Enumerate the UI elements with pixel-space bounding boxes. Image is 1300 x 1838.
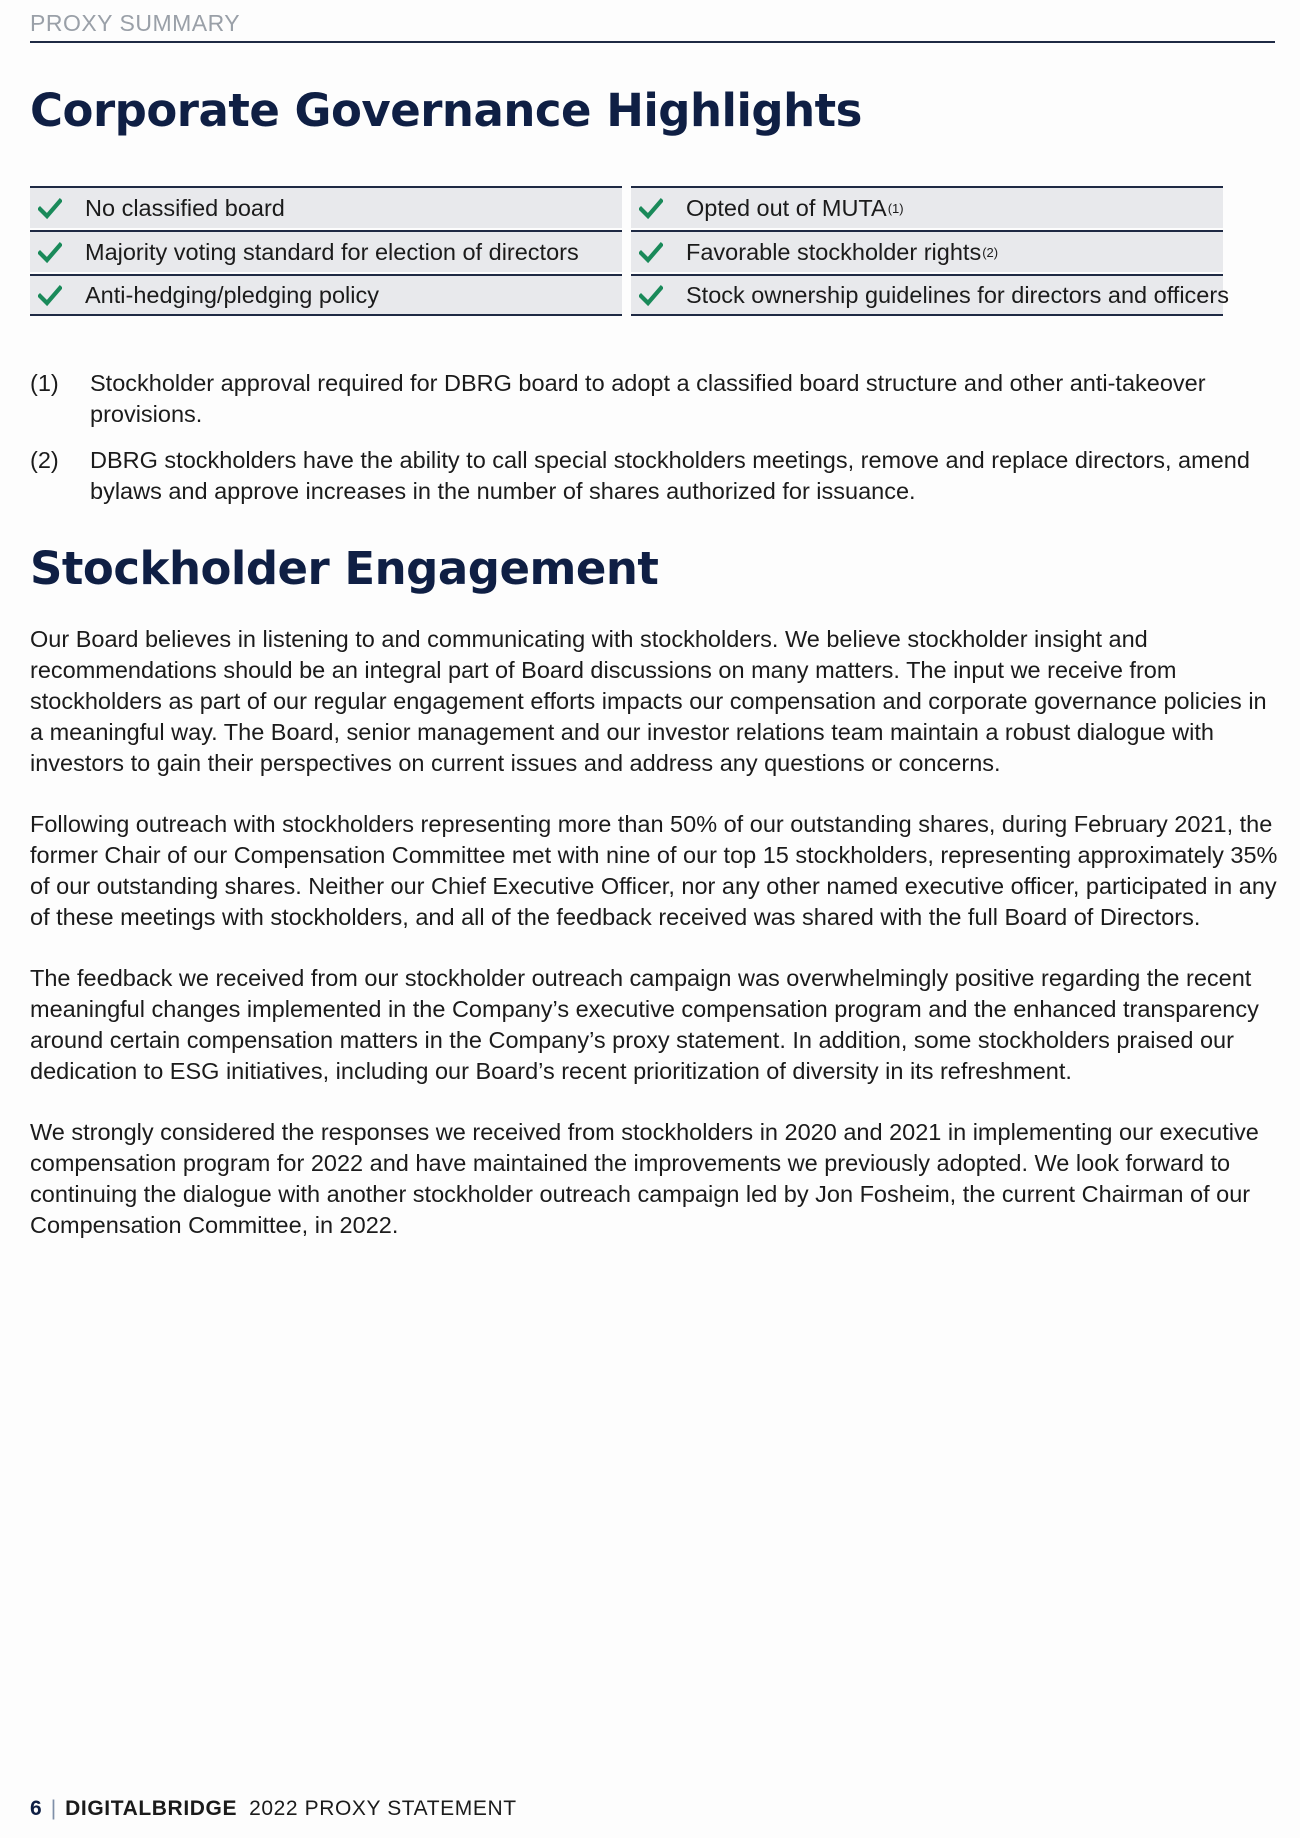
page-footer [30,1797,517,1821]
paragraph: Following outreach with stockholders representing more than 50% of our outstanding shares, during February 2021, the former Chair of our Compensation Committee met with nine of our top 15 stockholders, representing approximately 35% of our outstanding shares. Neither our Chief Executive Officer, nor any other named executive officer, participated in any of these meetings with stockholders, and all of the feedback received was shared with the full Board of Directors. [30,811,1278,930]
highlight-text: Favorable stockholder rights [686,238,982,265]
highlight-item [30,186,622,228]
page-number: 6 [30,1797,42,1820]
highlight-item [631,230,1223,272]
highlight-text: No classified board [85,194,285,221]
document-title: 2022 PROXY STATEMENT [249,1797,517,1820]
checkmark-icon [38,196,62,220]
highlight-text: Stock ownership guidelines for directors and officers [686,281,1229,308]
paragraph: Our Board believes in listening to and communicating with stockholders. We believe stockholder insight and recommendations should be an integral part of Board discussions on many matters. The input we receive from stockholders as part of our regular engagement efforts impacts our compensation and corporate governance policies in a meaningful way. The Board, senior management and our investor relations team maintain a robust dialogue with investors to gain their perspectives on current issues and address any questions or concerns. [30,626,1267,776]
highlight-text: Majority voting standard for election of directors [85,238,579,265]
engagement-body [30,624,1280,1271]
footnotes [30,368,1275,522]
footnote-ref: (1) [887,200,904,216]
footnote [30,445,1275,507]
paragraph: The feedback we received from our stockholder outreach campaign was overwhelmingly positive regarding the recent meaningful changes implemented in the Company’s executive compensation program and the enhanced transparency around certain compensation matters in the Company’s proxy statement. In addition, some stockholders praised our dedication to ESG initiatives, including our Board’s recent prioritization of diversity in its refreshment. [30,965,1259,1084]
footnote-ref: (2) [982,244,999,260]
running-header: PROXY SUMMARY [30,10,1275,43]
engagement-title: Stockholder Engagement [30,542,659,595]
footer-separator: | [50,1797,57,1820]
governance-title: Corporate Governance Highlights [30,84,862,137]
checkmark-icon [38,283,62,307]
checkmark-icon [639,283,663,307]
highlight-item [631,186,1223,228]
checkmark-icon [38,240,62,264]
checkmark-icon [639,196,663,220]
company-name: DIGITALBRIDGE [65,1797,238,1820]
highlight-item [631,274,1229,316]
highlight-text: Anti-hedging/pledging policy [85,281,379,308]
paragraph: We strongly considered the responses we received from stockholders in 2020 and 2021 in implementing our executive compensation program for 2022 and have maintained the improvements we previously adopted. We look forward to continuing the dialogue with another stockholder outreach campaign led by Jon Fosheim, the current Chairman of our Compensation Committee, in 2022. [30,1119,1259,1238]
highlight-text: Opted out of MUTA [686,194,887,221]
highlight-item [30,274,622,316]
footnote [30,368,1275,430]
governance-highlights [30,186,1275,316]
footnote-number: (2) [30,447,59,473]
checkmark-icon [639,240,663,264]
footnote-text: DBRG stockholders have the ability to call special stockholders meetings, remove and replace directors, amend bylaws and approve increases in the number of shares authorized for issuance. [90,447,1250,504]
footnote-number: (1) [30,370,59,396]
highlight-item [30,230,622,272]
footnote-text: Stockholder approval required for DBRG board to adopt a classified board structure and other anti-takeover provisions. [90,370,1206,427]
